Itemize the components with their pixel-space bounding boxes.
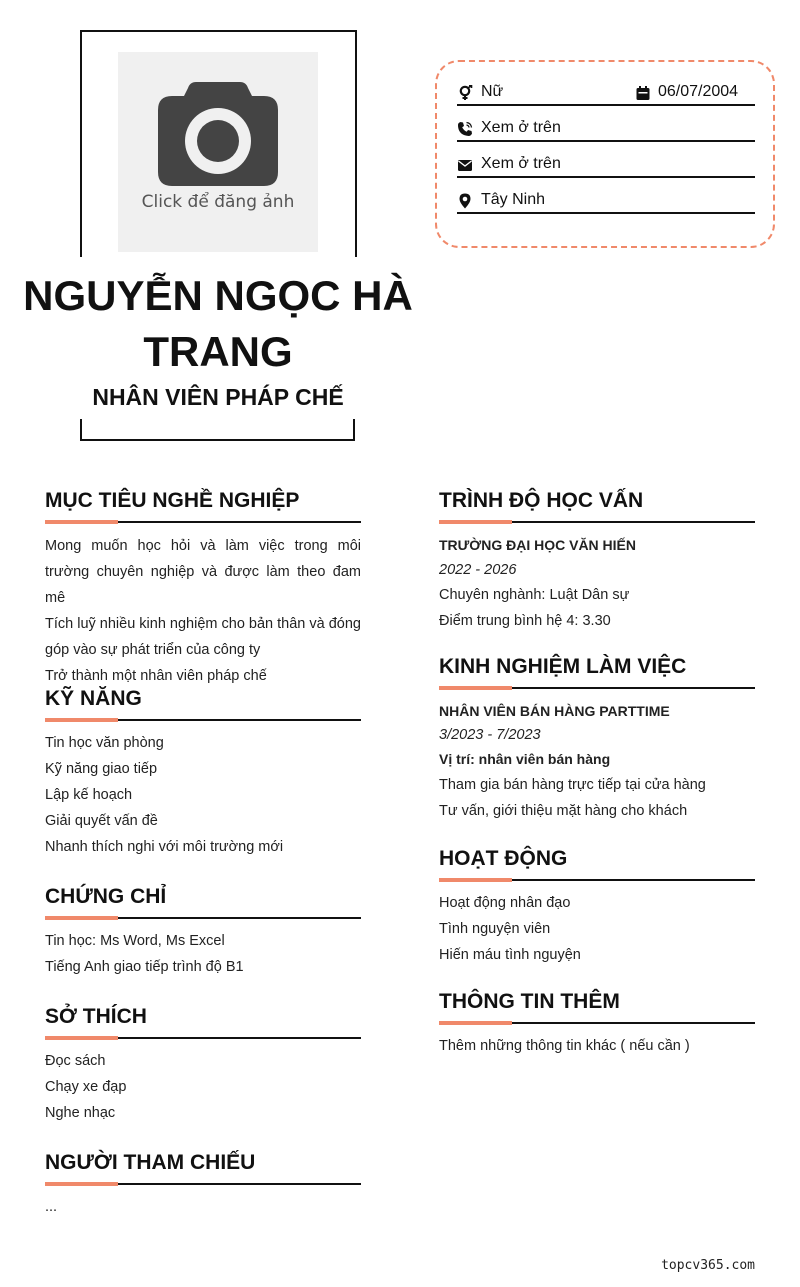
list-item: Nghe nhạc — [45, 1105, 116, 1121]
birthday-value: 06/07/2004 — [658, 83, 739, 100]
calendar-icon — [635, 85, 651, 101]
section-title: SỞ THÍCH — [45, 1005, 147, 1028]
section-work-experience — [439, 654, 755, 824]
list-item: Thêm những thông tin khác ( nếu cần ) — [439, 1038, 690, 1054]
job-position-title: NHÂN VIÊN BÁN HÀNG PARTTIME — [439, 703, 670, 719]
contact-row-email — [457, 154, 755, 178]
list-item: Tích luỹ nhiều kinh nghiệm cho bản thân và đóng góp vào sự phát triển của công ty — [45, 616, 361, 658]
section-skills — [45, 686, 361, 860]
education-gpa: Điểm trung bình hệ 4: 3.30 — [439, 613, 611, 629]
gender-icon — [457, 85, 473, 101]
list-item: Tình nguyện viên — [439, 921, 551, 937]
camera-icon — [158, 82, 278, 186]
section-education — [439, 488, 755, 634]
section-title: TRÌNH ĐỘ HỌC VẤN — [439, 489, 644, 512]
section-additional-info — [439, 989, 755, 1059]
gender-value: Nữ — [481, 83, 504, 100]
job-period: 3/2023 - 7/2023 — [439, 727, 541, 743]
contact-box — [435, 60, 775, 248]
list-item: Tham gia bán hàng trực tiếp tại cửa hàng — [439, 777, 706, 793]
section-divider — [45, 1182, 361, 1186]
candidate-name: NGUYỄN NGỌC HÀ TRANG — [23, 272, 413, 375]
frame-right-border-top — [355, 30, 357, 257]
section-divider — [439, 520, 755, 524]
contact-row-address — [457, 190, 755, 214]
frame-left-border-bottom — [80, 419, 82, 441]
frame-bottom-border — [80, 439, 355, 441]
email-value: Xem ở trên — [481, 155, 561, 172]
section-title: MỤC TIÊU NGHỀ NGHIỆP — [45, 489, 300, 512]
section-career-objective — [45, 488, 361, 689]
email-icon — [457, 157, 473, 173]
section-divider — [439, 686, 755, 690]
education-period: 2022 - 2026 — [439, 562, 517, 578]
list-item: Trở thành một nhân viên pháp chế — [45, 668, 267, 684]
avatar-upload[interactable] — [118, 52, 318, 252]
list-item: Mong muốn học hỏi và làm việc trong môi trường chuyên nghiệp và được làm theo đam mê — [45, 538, 361, 606]
list-item: Đọc sách — [45, 1053, 106, 1069]
section-activities — [439, 846, 755, 968]
job-role: Vị trí: nhân viên bán hàng — [439, 751, 611, 767]
list-item: Tiếng Anh giao tiếp trình độ B1 — [45, 959, 244, 975]
section-divider — [45, 718, 361, 722]
section-title: CHỨNG CHỈ — [45, 885, 167, 908]
location-pin-icon — [457, 193, 473, 209]
list-item: Chạy xe đạp — [45, 1079, 127, 1095]
section-references — [45, 1150, 361, 1220]
section-title: THÔNG TIN THÊM — [439, 990, 620, 1013]
section-title: NGƯỜI THAM CHIẾU — [45, 1151, 256, 1174]
section-hobbies — [45, 1004, 361, 1126]
education-major: Chuyên nghành: Luật Dân sự — [439, 587, 630, 603]
footer-brand: topcv365.com — [661, 1258, 755, 1273]
section-divider — [439, 1021, 755, 1025]
list-item: Tin học: Ms Word, Ms Excel — [45, 933, 225, 949]
section-title: KỸ NĂNG — [45, 687, 142, 710]
list-item: Tư vấn, giới thiệu mặt hàng cho khách — [439, 803, 688, 819]
job-title: NHÂN VIÊN PHÁP CHẾ — [92, 384, 344, 410]
list-item: Hoạt động nhân đạo — [439, 895, 571, 911]
contact-row-gender — [457, 82, 755, 106]
frame-right-border-bottom — [353, 419, 355, 441]
phone-icon — [457, 121, 473, 137]
list-item: Hiến máu tình nguyện — [439, 947, 581, 963]
phone-value: Xem ở trên — [481, 119, 561, 136]
list-item: Kỹ năng giao tiếp — [45, 761, 158, 777]
section-divider — [439, 878, 755, 882]
list-item: ... — [45, 1199, 58, 1215]
list-item: Nhanh thích nghi với môi trường mới — [45, 839, 284, 855]
frame-top-border — [80, 30, 357, 32]
list-item: Lập kế hoạch — [45, 787, 133, 803]
avatar-upload-label: Click để đăng ảnh — [141, 192, 295, 212]
school-name: TRƯỜNG ĐẠI HỌC VĂN HIẾN — [439, 537, 637, 553]
section-divider — [45, 520, 361, 524]
section-certificates — [45, 884, 361, 980]
list-item: Giải quyết vấn đề — [45, 813, 158, 829]
address-value: Tây Ninh — [481, 191, 546, 208]
section-divider — [45, 916, 361, 920]
section-title: HOẠT ĐỘNG — [439, 847, 568, 870]
section-divider — [45, 1036, 361, 1040]
frame-left-border-top — [80, 30, 82, 257]
section-title: KINH NGHIỆM LÀM VIỆC — [439, 655, 687, 678]
list-item: Tin học văn phòng — [45, 735, 164, 751]
contact-row-phone — [457, 118, 755, 142]
